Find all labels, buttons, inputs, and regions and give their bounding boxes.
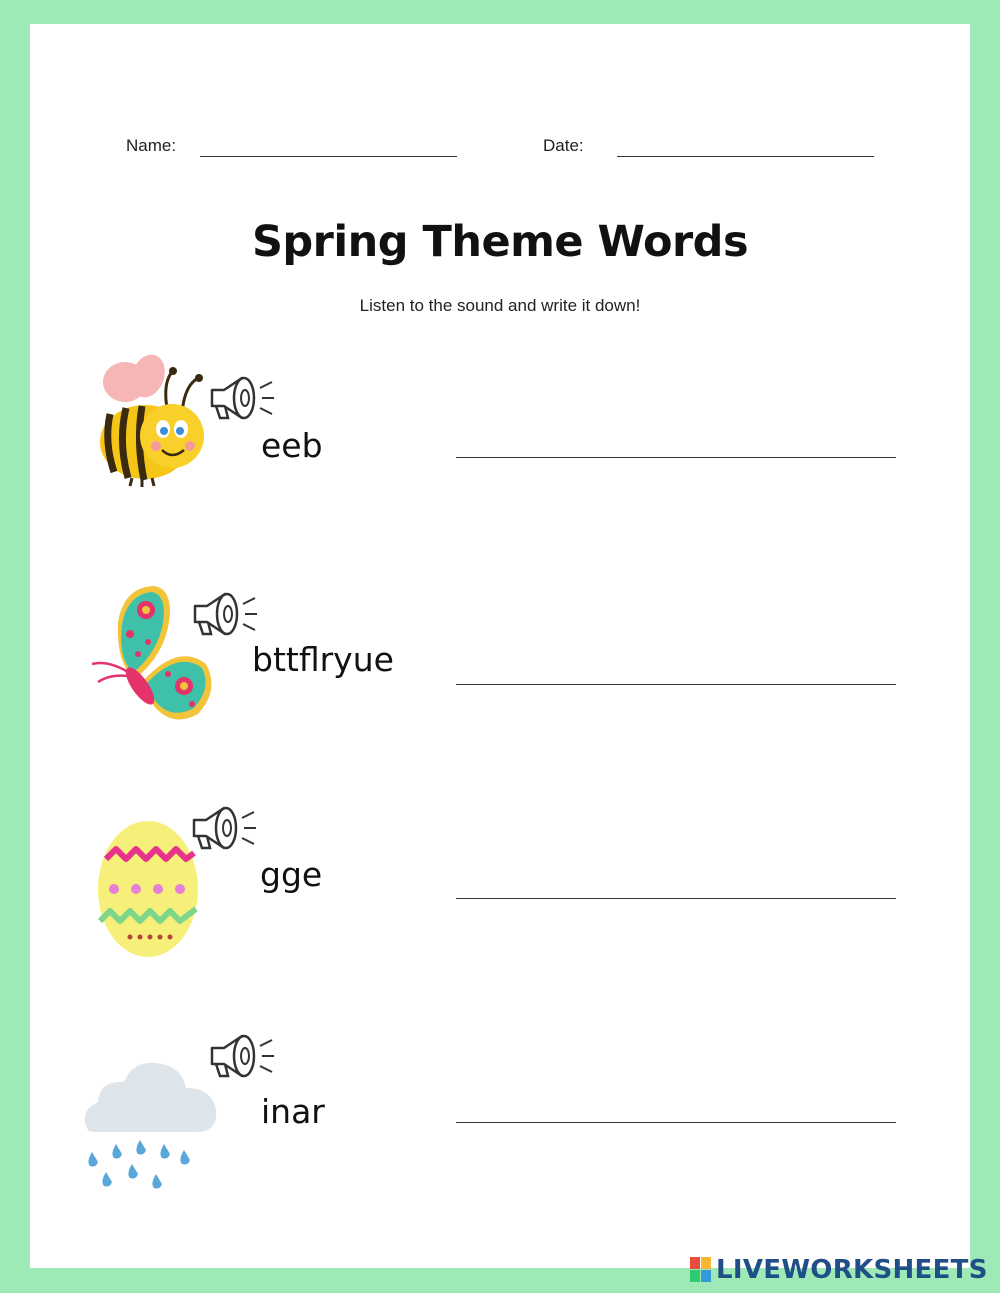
- name-label: Name:: [126, 136, 177, 155]
- worksheet-page: [30, 24, 970, 1268]
- scrambled-word: inar: [261, 1092, 325, 1131]
- bee-icon: [90, 354, 210, 489]
- brand-text: LIVEWORKSHEETS: [716, 1255, 988, 1285]
- date-line: [617, 156, 874, 157]
- megaphone-icon[interactable]: [191, 590, 261, 638]
- scrambled-word: bttflryue: [252, 640, 394, 679]
- answer-field-1[interactable]: [456, 435, 896, 458]
- rain-cloud-icon: [78, 1052, 223, 1194]
- date-label: Date:: [543, 136, 584, 155]
- scrambled-word: gge: [260, 855, 323, 894]
- name-line: [200, 156, 457, 157]
- megaphone-icon[interactable]: [208, 374, 278, 422]
- liveworksheets-brand: [690, 1255, 988, 1285]
- liveworksheets-logo-icon: [690, 1257, 712, 1283]
- page-title: Spring Theme Words: [251, 217, 749, 267]
- answer-field-3[interactable]: [456, 876, 896, 899]
- megaphone-icon[interactable]: [208, 1032, 278, 1080]
- instructions: Listen to the sound and write it down!: [359, 296, 641, 315]
- answer-field-2[interactable]: [456, 662, 896, 685]
- easter-egg-icon: [96, 817, 200, 959]
- scrambled-word: eeb: [261, 426, 323, 465]
- megaphone-icon[interactable]: [190, 804, 260, 852]
- answer-field-4[interactable]: [456, 1100, 896, 1123]
